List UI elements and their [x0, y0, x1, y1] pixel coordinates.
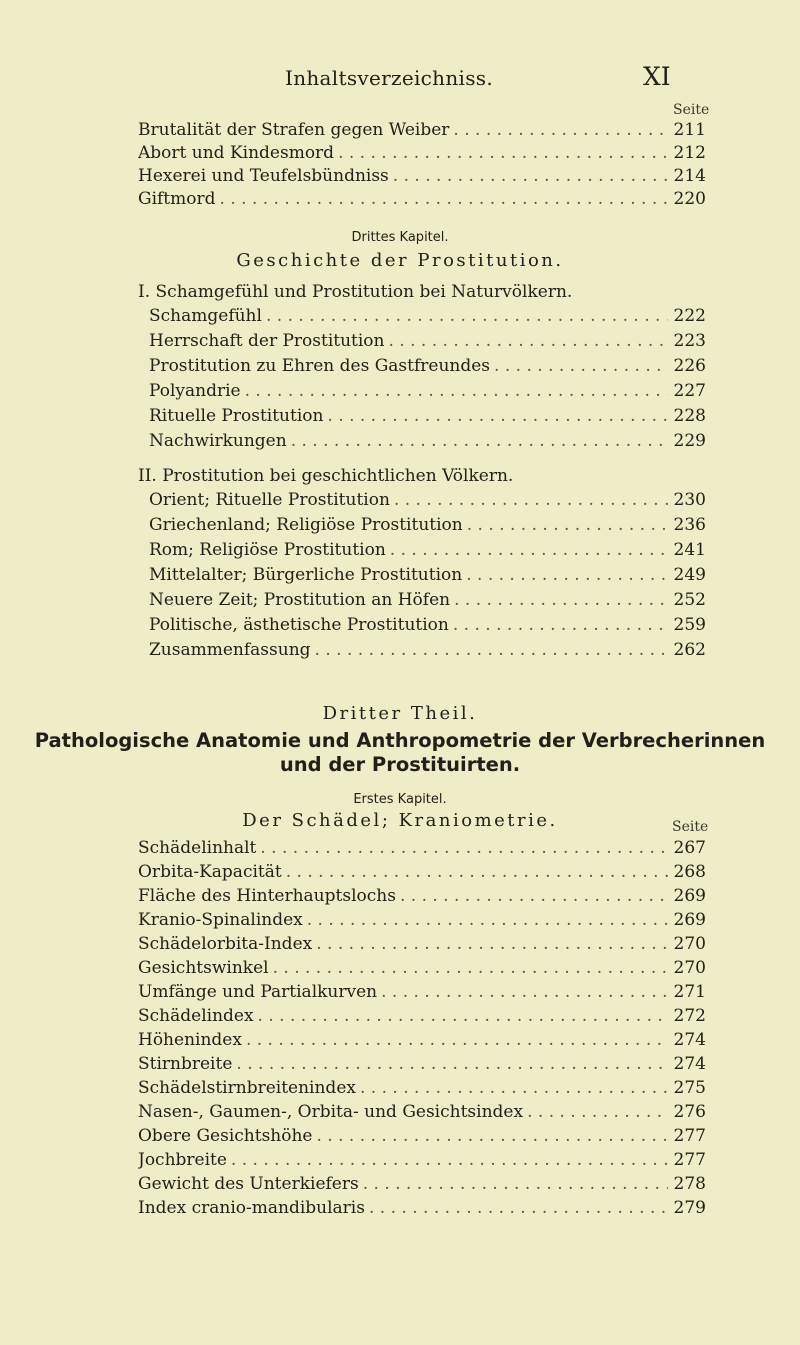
toc-entry-page: 269 — [673, 910, 706, 930]
toc-entry-page: 271 — [673, 982, 706, 1002]
toc-entry-page: 278 — [673, 1174, 706, 1194]
dot-leader — [453, 120, 668, 140]
toc-entry[interactable] — [138, 958, 706, 982]
toc-entry-page: 222 — [673, 306, 706, 326]
toc-entry-label: Umfänge und Partialkurven — [138, 982, 378, 1002]
toc-entry-page: 267 — [673, 838, 706, 858]
toc-entry-label: Nasen-, Gaumen-, Orbita- und Gesichtsindex — [138, 1102, 524, 1122]
toc-entry[interactable] — [138, 1174, 706, 1198]
toc-entry[interactable] — [149, 356, 706, 380]
section-heading: I. Schamgefühl und Prostitution bei Naturvölkern. — [138, 282, 573, 302]
toc-entry[interactable] — [138, 886, 706, 910]
toc-entry-page: 274 — [673, 1054, 706, 1074]
toc-entry-page: 241 — [673, 540, 706, 560]
toc-entry-label: Neuere Zeit; Prostitution an Höfen — [149, 590, 451, 610]
toc-entry[interactable] — [138, 862, 706, 886]
toc-entry-page: 269 — [673, 886, 706, 906]
dot-leader — [258, 1006, 668, 1026]
toc-entry[interactable] — [138, 982, 706, 1006]
toc-entry[interactable] — [138, 1150, 706, 1174]
part-label: Dritter Theil. — [322, 703, 478, 724]
dot-leader — [307, 910, 668, 930]
toc-entry-label: Polyandrie — [149, 381, 241, 401]
toc-entry-page: 214 — [673, 166, 706, 186]
toc-entry-label: Politische, ästhetische Prostitution — [149, 615, 449, 635]
toc-entry-page: 220 — [673, 189, 706, 209]
toc-entry[interactable] — [149, 331, 706, 355]
toc-entry-label: Schädelindex — [138, 1006, 254, 1026]
toc-entry-label: Schädelstirnbreitenindex — [138, 1078, 356, 1098]
chapter-title: Der Schädel; Kraniometrie. — [242, 810, 558, 831]
toc-entry-label: Fläche des Hinterhauptslochs — [138, 886, 396, 906]
toc-entry[interactable] — [149, 431, 706, 455]
dot-leader — [260, 838, 668, 858]
chapter-label: Drittes Kapitel. — [351, 230, 449, 245]
toc-entry[interactable] — [138, 1030, 706, 1054]
toc-entry-page: 277 — [673, 1150, 706, 1170]
toc-entry[interactable] — [149, 615, 706, 639]
dot-leader — [360, 1078, 668, 1098]
dot-leader — [338, 143, 668, 163]
dot-leader — [317, 1126, 669, 1146]
toc-entry-label: Zusammenfassung — [149, 640, 311, 660]
dot-leader — [453, 615, 668, 635]
toc-entry[interactable] — [138, 1126, 706, 1150]
toc-entry-label: Gesichtswinkel — [138, 958, 269, 978]
toc-entry-label: Prostitution zu Ehren des Gastfreundes — [149, 356, 491, 376]
toc-entry[interactable] — [149, 306, 706, 330]
dot-leader — [369, 1198, 668, 1218]
page-numeral: XI — [643, 62, 671, 91]
toc-entry-label: Orient; Rituelle Prostitution — [149, 490, 390, 510]
toc-entry-label: Jochbreite — [138, 1150, 227, 1170]
toc-entry-label: Stirnbreite — [138, 1054, 233, 1074]
toc-entry-label: Orbita-Kapacität — [138, 862, 282, 882]
toc-entry-page: 212 — [673, 143, 706, 163]
toc-entry-label: Index cranio-mandibularis — [138, 1198, 365, 1218]
toc-entry-label: Rituelle Prostitution — [149, 406, 324, 426]
dot-leader — [220, 189, 668, 209]
toc-entry-page: 270 — [673, 958, 706, 978]
dot-leader — [454, 590, 668, 610]
toc-entry[interactable] — [138, 1102, 706, 1126]
toc-entry-page: 228 — [673, 406, 706, 426]
toc-entry-page: 259 — [673, 615, 706, 635]
dot-leader — [266, 306, 668, 326]
part-title-line2: und der Prostituirten. — [279, 753, 521, 776]
toc-entry-page: 270 — [673, 934, 706, 954]
toc-entry-label: Abort und Kindesmord — [138, 143, 335, 163]
dot-leader — [389, 331, 669, 351]
toc-entry[interactable] — [149, 406, 706, 430]
toc-entry-label: Höhenindex — [138, 1030, 242, 1050]
seite-label: Seite — [672, 819, 709, 835]
toc-entry-page: 276 — [673, 1102, 706, 1122]
dot-leader — [494, 356, 668, 376]
dot-leader — [245, 381, 668, 401]
toc-entry-page: 277 — [673, 1126, 706, 1146]
dot-leader — [467, 515, 668, 535]
toc-entry-label: Griechenland; Religiöse Prostitution — [149, 515, 463, 535]
toc-entry-label: Schädelinhalt — [138, 838, 257, 858]
toc-entry[interactable] — [138, 166, 706, 190]
toc-entry[interactable] — [149, 381, 706, 405]
toc-entry-label: Brutalität der Strafen gegen Weiber — [138, 120, 450, 140]
toc-entry[interactable] — [138, 1078, 706, 1102]
toc-entry-page: 275 — [673, 1078, 706, 1098]
toc-entry[interactable] — [149, 640, 706, 664]
dot-leader — [236, 1054, 668, 1074]
dot-leader — [286, 862, 668, 882]
dot-leader — [316, 934, 668, 954]
dot-leader — [246, 1030, 668, 1050]
toc-entry-label: Herrschaft der Prostitution — [149, 331, 385, 351]
toc-entry-page: 262 — [673, 640, 706, 660]
toc-entry-label: Nachwirkungen — [149, 431, 287, 451]
toc-entry-label: Rom; Religiöse Prostitution — [149, 540, 386, 560]
dot-leader — [363, 1174, 668, 1194]
toc-entry-label: Gewicht des Unterkiefers — [138, 1174, 359, 1194]
dot-leader — [315, 640, 668, 660]
toc-entry-page: 229 — [673, 431, 706, 451]
toc-entry-label: Obere Gesichtshöhe — [138, 1126, 313, 1146]
chapter-title: Geschichte der Prostitution. — [236, 250, 564, 271]
part-title-line1: Pathologische Anatomie und Anthropometrie der Verbrecherinnen — [34, 729, 766, 752]
toc-entry[interactable] — [138, 838, 706, 862]
dot-leader — [273, 958, 668, 978]
toc-entry-page: 227 — [673, 381, 706, 401]
toc-entry-page: 252 — [673, 590, 706, 610]
toc-entry[interactable] — [138, 1054, 706, 1078]
toc-entry[interactable] — [149, 540, 706, 564]
toc-entry-label: Kranio-Spinalindex — [138, 910, 303, 930]
dot-leader — [394, 490, 668, 510]
toc-entry[interactable] — [149, 515, 706, 539]
toc-entry-page: 223 — [673, 331, 706, 351]
toc-entry[interactable] — [149, 490, 706, 514]
toc-entry[interactable] — [138, 143, 706, 167]
toc-entry-page: 236 — [673, 515, 706, 535]
toc-entry[interactable] — [149, 565, 706, 589]
toc-entry-page: 226 — [673, 356, 706, 376]
toc-entry[interactable] — [138, 120, 706, 144]
toc-entry-page: 268 — [673, 862, 706, 882]
seite-label: Seite — [673, 102, 710, 118]
toc-entry-label: Schamgefühl — [149, 306, 262, 326]
toc-entry-page: 274 — [673, 1030, 706, 1050]
dot-leader — [400, 886, 668, 906]
toc-entry-label: Hexerei und Teufelsbündniss — [138, 166, 389, 186]
toc-entry-page: 272 — [673, 1006, 706, 1026]
dot-leader — [381, 982, 668, 1002]
toc-entry[interactable] — [138, 189, 706, 213]
dot-leader — [390, 540, 668, 560]
dot-leader — [231, 1150, 668, 1170]
toc-entry-page: 211 — [673, 120, 706, 140]
toc-entry-page: 279 — [673, 1198, 706, 1218]
running-head — [0, 62, 800, 92]
toc-entry-page: 249 — [673, 565, 706, 585]
toc-entry[interactable] — [138, 1006, 706, 1030]
dot-leader — [291, 431, 668, 451]
section-heading: II. Prostitution bei geschichtlichen Völkern. — [138, 466, 514, 486]
dot-leader — [393, 166, 668, 186]
toc-entry-page: 230 — [673, 490, 706, 510]
toc-entry-label: Schädelorbita-Index — [138, 934, 313, 954]
toc-entry[interactable] — [149, 590, 706, 614]
toc-entry-label: Mittelalter; Bürgerliche Prostitution — [149, 565, 463, 585]
dot-leader — [327, 406, 668, 426]
toc-entry[interactable] — [138, 1198, 706, 1222]
toc-entry[interactable] — [138, 934, 706, 958]
running-title: Inhaltsverzeichniss. — [285, 66, 493, 90]
chapter-label: Erstes Kapitel. — [353, 792, 447, 807]
dot-leader — [527, 1102, 668, 1122]
toc-entry[interactable] — [138, 910, 706, 934]
dot-leader — [466, 565, 668, 585]
toc-entry-label: Giftmord — [138, 189, 216, 209]
